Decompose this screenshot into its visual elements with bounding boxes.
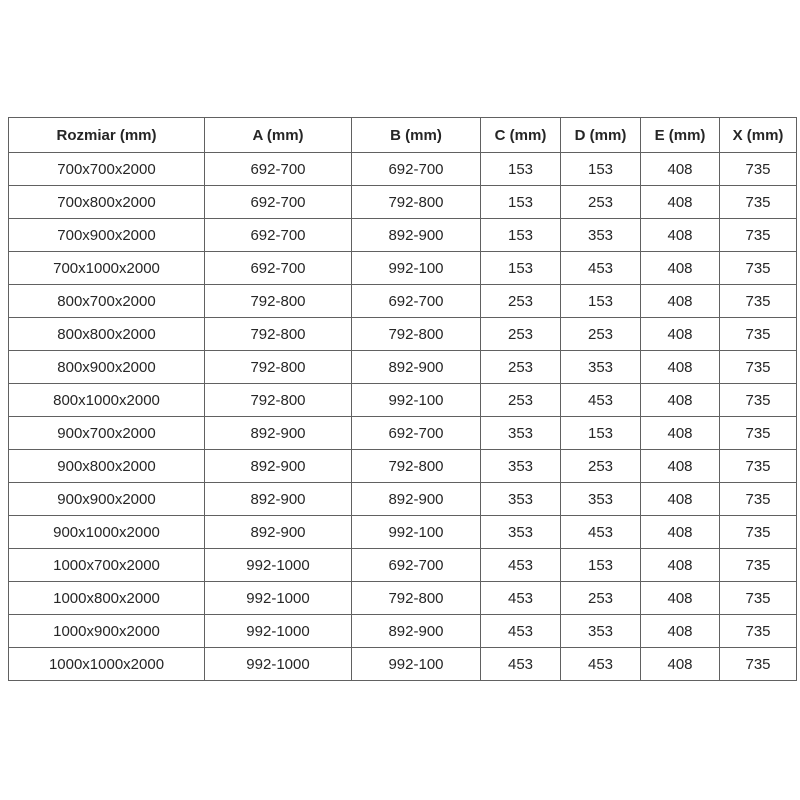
table-cell: 408: [641, 615, 720, 648]
table-cell: 408: [641, 417, 720, 450]
table-cell: 253: [561, 450, 641, 483]
table-row: [9, 516, 797, 549]
table-cell: 153: [561, 153, 641, 186]
table-cell: 692-700: [205, 186, 352, 219]
table-cell: 453: [481, 615, 561, 648]
table-cell: 735: [720, 582, 797, 615]
dimensions-table: [8, 117, 797, 681]
table-row: [9, 153, 797, 186]
table-cell: 992-1000: [205, 648, 352, 681]
table-cell: 992-100: [352, 648, 481, 681]
table-cell: 692-700: [352, 153, 481, 186]
table-cell: 153: [481, 153, 561, 186]
table-cell: 735: [720, 615, 797, 648]
table-cell: 408: [641, 582, 720, 615]
table-cell: 692-700: [352, 549, 481, 582]
table-cell: 408: [641, 384, 720, 417]
table-row: [9, 318, 797, 351]
table-cell: 800x800x2000: [9, 318, 205, 351]
table-cell: 692-700: [205, 153, 352, 186]
table-cell: 408: [641, 153, 720, 186]
table-cell: 153: [561, 285, 641, 318]
table-cell: 800x900x2000: [9, 351, 205, 384]
table-cell: 692-700: [205, 219, 352, 252]
table-cell: 253: [481, 285, 561, 318]
table-cell: 692-700: [352, 285, 481, 318]
table-cell: 153: [561, 417, 641, 450]
table-cell: 353: [481, 516, 561, 549]
table-cell: 735: [720, 417, 797, 450]
table-cell: 735: [720, 351, 797, 384]
table-row: [9, 549, 797, 582]
table-row: [9, 615, 797, 648]
table-cell: 1000x900x2000: [9, 615, 205, 648]
table-row: [9, 450, 797, 483]
table-cell: 353: [561, 219, 641, 252]
table-cell: 353: [561, 351, 641, 384]
table-cell: 353: [561, 615, 641, 648]
table-cell: 992-1000: [205, 549, 352, 582]
table-row: [9, 483, 797, 516]
table-cell: 153: [561, 549, 641, 582]
table-cell: 735: [720, 648, 797, 681]
table-cell: 692-700: [205, 252, 352, 285]
table-cell: 900x1000x2000: [9, 516, 205, 549]
table-cell: 800x700x2000: [9, 285, 205, 318]
table-cell: 253: [561, 582, 641, 615]
table-cell: 735: [720, 186, 797, 219]
table-cell: 892-900: [352, 615, 481, 648]
table-cell: 353: [561, 483, 641, 516]
table-cell: 792-800: [352, 582, 481, 615]
table-row: [9, 285, 797, 318]
header-cell: D (mm): [561, 118, 641, 153]
table-cell: 253: [481, 384, 561, 417]
table-cell: 153: [481, 252, 561, 285]
header-cell: C (mm): [481, 118, 561, 153]
table-cell: 408: [641, 483, 720, 516]
table-cell: 453: [561, 252, 641, 285]
header-cell: E (mm): [641, 118, 720, 153]
table-cell: 735: [720, 483, 797, 516]
table-cell: 735: [720, 384, 797, 417]
table-cell: 408: [641, 516, 720, 549]
table-cell: 992-1000: [205, 582, 352, 615]
table-cell: 800x1000x2000: [9, 384, 205, 417]
table-cell: 992-100: [352, 252, 481, 285]
table-cell: 353: [481, 483, 561, 516]
table-row: [9, 384, 797, 417]
table-cell: 408: [641, 186, 720, 219]
table-body: [9, 153, 797, 681]
table-cell: 453: [481, 582, 561, 615]
table-cell: 453: [561, 648, 641, 681]
table-cell: 408: [641, 351, 720, 384]
table-cell: 735: [720, 153, 797, 186]
table-cell: 153: [481, 219, 561, 252]
table-cell: 792-800: [352, 318, 481, 351]
table-cell: 892-900: [205, 516, 352, 549]
table-cell: 453: [561, 384, 641, 417]
table-cell: 792-800: [205, 351, 352, 384]
header-cell: Rozmiar (mm): [9, 118, 205, 153]
table-cell: 892-900: [352, 351, 481, 384]
table-cell: 408: [641, 252, 720, 285]
table-cell: 735: [720, 219, 797, 252]
table-cell: 453: [481, 648, 561, 681]
table-cell: 700x900x2000: [9, 219, 205, 252]
table-cell: 700x800x2000: [9, 186, 205, 219]
table-header: [9, 118, 797, 153]
table-cell: 735: [720, 318, 797, 351]
table-cell: 1000x700x2000: [9, 549, 205, 582]
table-cell: 453: [481, 549, 561, 582]
table-cell: 792-800: [352, 186, 481, 219]
table-cell: 408: [641, 450, 720, 483]
table-cell: 992-100: [352, 384, 481, 417]
table-cell: 992-100: [352, 516, 481, 549]
table-cell: 408: [641, 549, 720, 582]
table-cell: 892-900: [352, 483, 481, 516]
table-cell: 735: [720, 252, 797, 285]
table-row: [9, 351, 797, 384]
table-cell: 700x1000x2000: [9, 252, 205, 285]
table-cell: 408: [641, 318, 720, 351]
table-row: [9, 219, 797, 252]
table-cell: 735: [720, 549, 797, 582]
header-cell: A (mm): [205, 118, 352, 153]
table-cell: 892-900: [352, 219, 481, 252]
header-cell: B (mm): [352, 118, 481, 153]
table-cell: 900x800x2000: [9, 450, 205, 483]
table-cell: 408: [641, 648, 720, 681]
table-row: [9, 582, 797, 615]
table-cell: 408: [641, 285, 720, 318]
table-cell: 453: [561, 516, 641, 549]
table-cell: 353: [481, 450, 561, 483]
table-cell: 892-900: [205, 417, 352, 450]
table-cell: 1000x1000x2000: [9, 648, 205, 681]
table-cell: 892-900: [205, 450, 352, 483]
table-cell: 253: [481, 351, 561, 384]
table-cell: 408: [641, 219, 720, 252]
table-row: [9, 417, 797, 450]
table-row: [9, 186, 797, 219]
table-cell: 153: [481, 186, 561, 219]
table-cell: 735: [720, 516, 797, 549]
table-cell: 792-800: [205, 285, 352, 318]
header-cell: X (mm): [720, 118, 797, 153]
table-cell: 792-800: [205, 318, 352, 351]
table-cell: 892-900: [205, 483, 352, 516]
table-row: [9, 252, 797, 285]
table-cell: 900x700x2000: [9, 417, 205, 450]
table-row: [9, 648, 797, 681]
table-cell: 735: [720, 285, 797, 318]
table-cell: 992-1000: [205, 615, 352, 648]
table-cell: 900x900x2000: [9, 483, 205, 516]
table-cell: 1000x800x2000: [9, 582, 205, 615]
table-cell: 253: [561, 186, 641, 219]
table-cell: 700x700x2000: [9, 153, 205, 186]
table-cell: 692-700: [352, 417, 481, 450]
table-header-row: [9, 118, 797, 153]
table-cell: 792-800: [352, 450, 481, 483]
table-cell: 792-800: [205, 384, 352, 417]
table-cell: 735: [720, 450, 797, 483]
table-cell: 253: [561, 318, 641, 351]
table-cell: 253: [481, 318, 561, 351]
table-cell: 353: [481, 417, 561, 450]
